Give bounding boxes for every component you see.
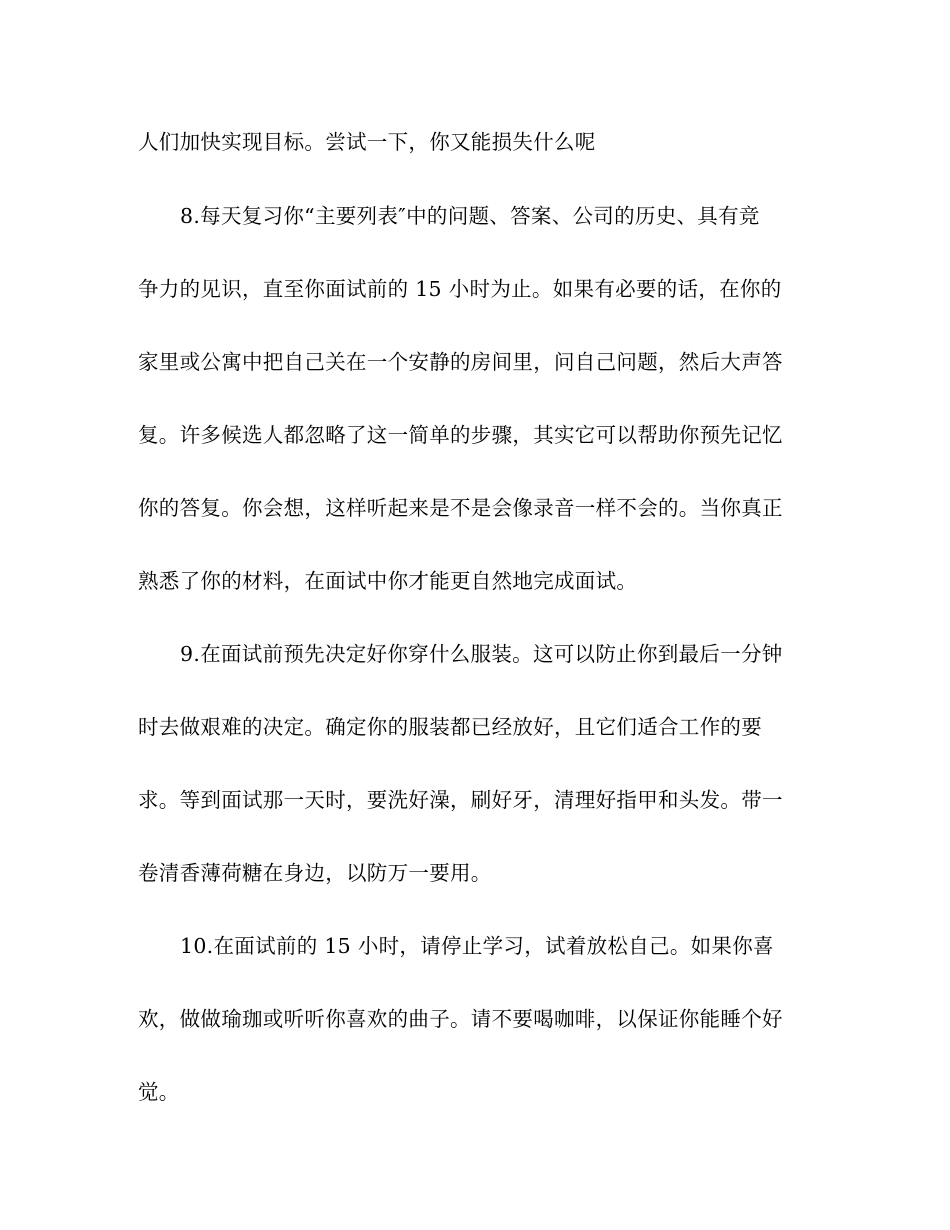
text-line: 9.在面试前预先决定好你穿什么服装。这可以防止你到最后一分钟 <box>180 642 783 666</box>
text-line: 时去做艰难的决定。确定你的服装都已经放好，且它们适合工作的要 <box>138 715 762 739</box>
text-line: 觉。 <box>138 1080 180 1104</box>
text-line: 家里或公寓中把自己关在一个安静的房间里，问自己问题，然后大声答 <box>138 350 783 374</box>
text-line: 卷清香薄荷糖在身边，以防万一要用。 <box>138 861 492 885</box>
text-line: 熟悉了你的材料，在面试中你才能更自然地完成面试。 <box>138 569 638 593</box>
text-line: 10.在面试前的 15 小时，请停止学习，试着放松自己。如果你喜 <box>180 934 774 958</box>
text-line: 欢，做做瑜珈或听听你喜欢的曲子。请不要喝咖啡，以保证你能睡个好 <box>138 1007 783 1031</box>
text-line: 求。等到面试那一天时，要洗好澡，刷好牙，清理好指甲和头发。带一 <box>138 788 783 812</box>
text-line: 复。许多候选人都忽略了这一简单的步骤，其实它可以帮助你预先记忆 <box>138 423 783 447</box>
text-line: 你的答复。你会想，这样听起来是不是会像录音一样不会的。当你真正 <box>138 496 783 520</box>
text-line: 人们加快实现目标。尝试一下，你又能损失什么呢 <box>138 130 596 154</box>
text-line: 争力的见识，直至你面试前的 15 小时为止。如果有必要的话，在你的 <box>138 277 782 301</box>
text-line: 8.每天复习你“主要列表″中的问题、答案、公司的历史、具有竞 <box>180 204 760 228</box>
